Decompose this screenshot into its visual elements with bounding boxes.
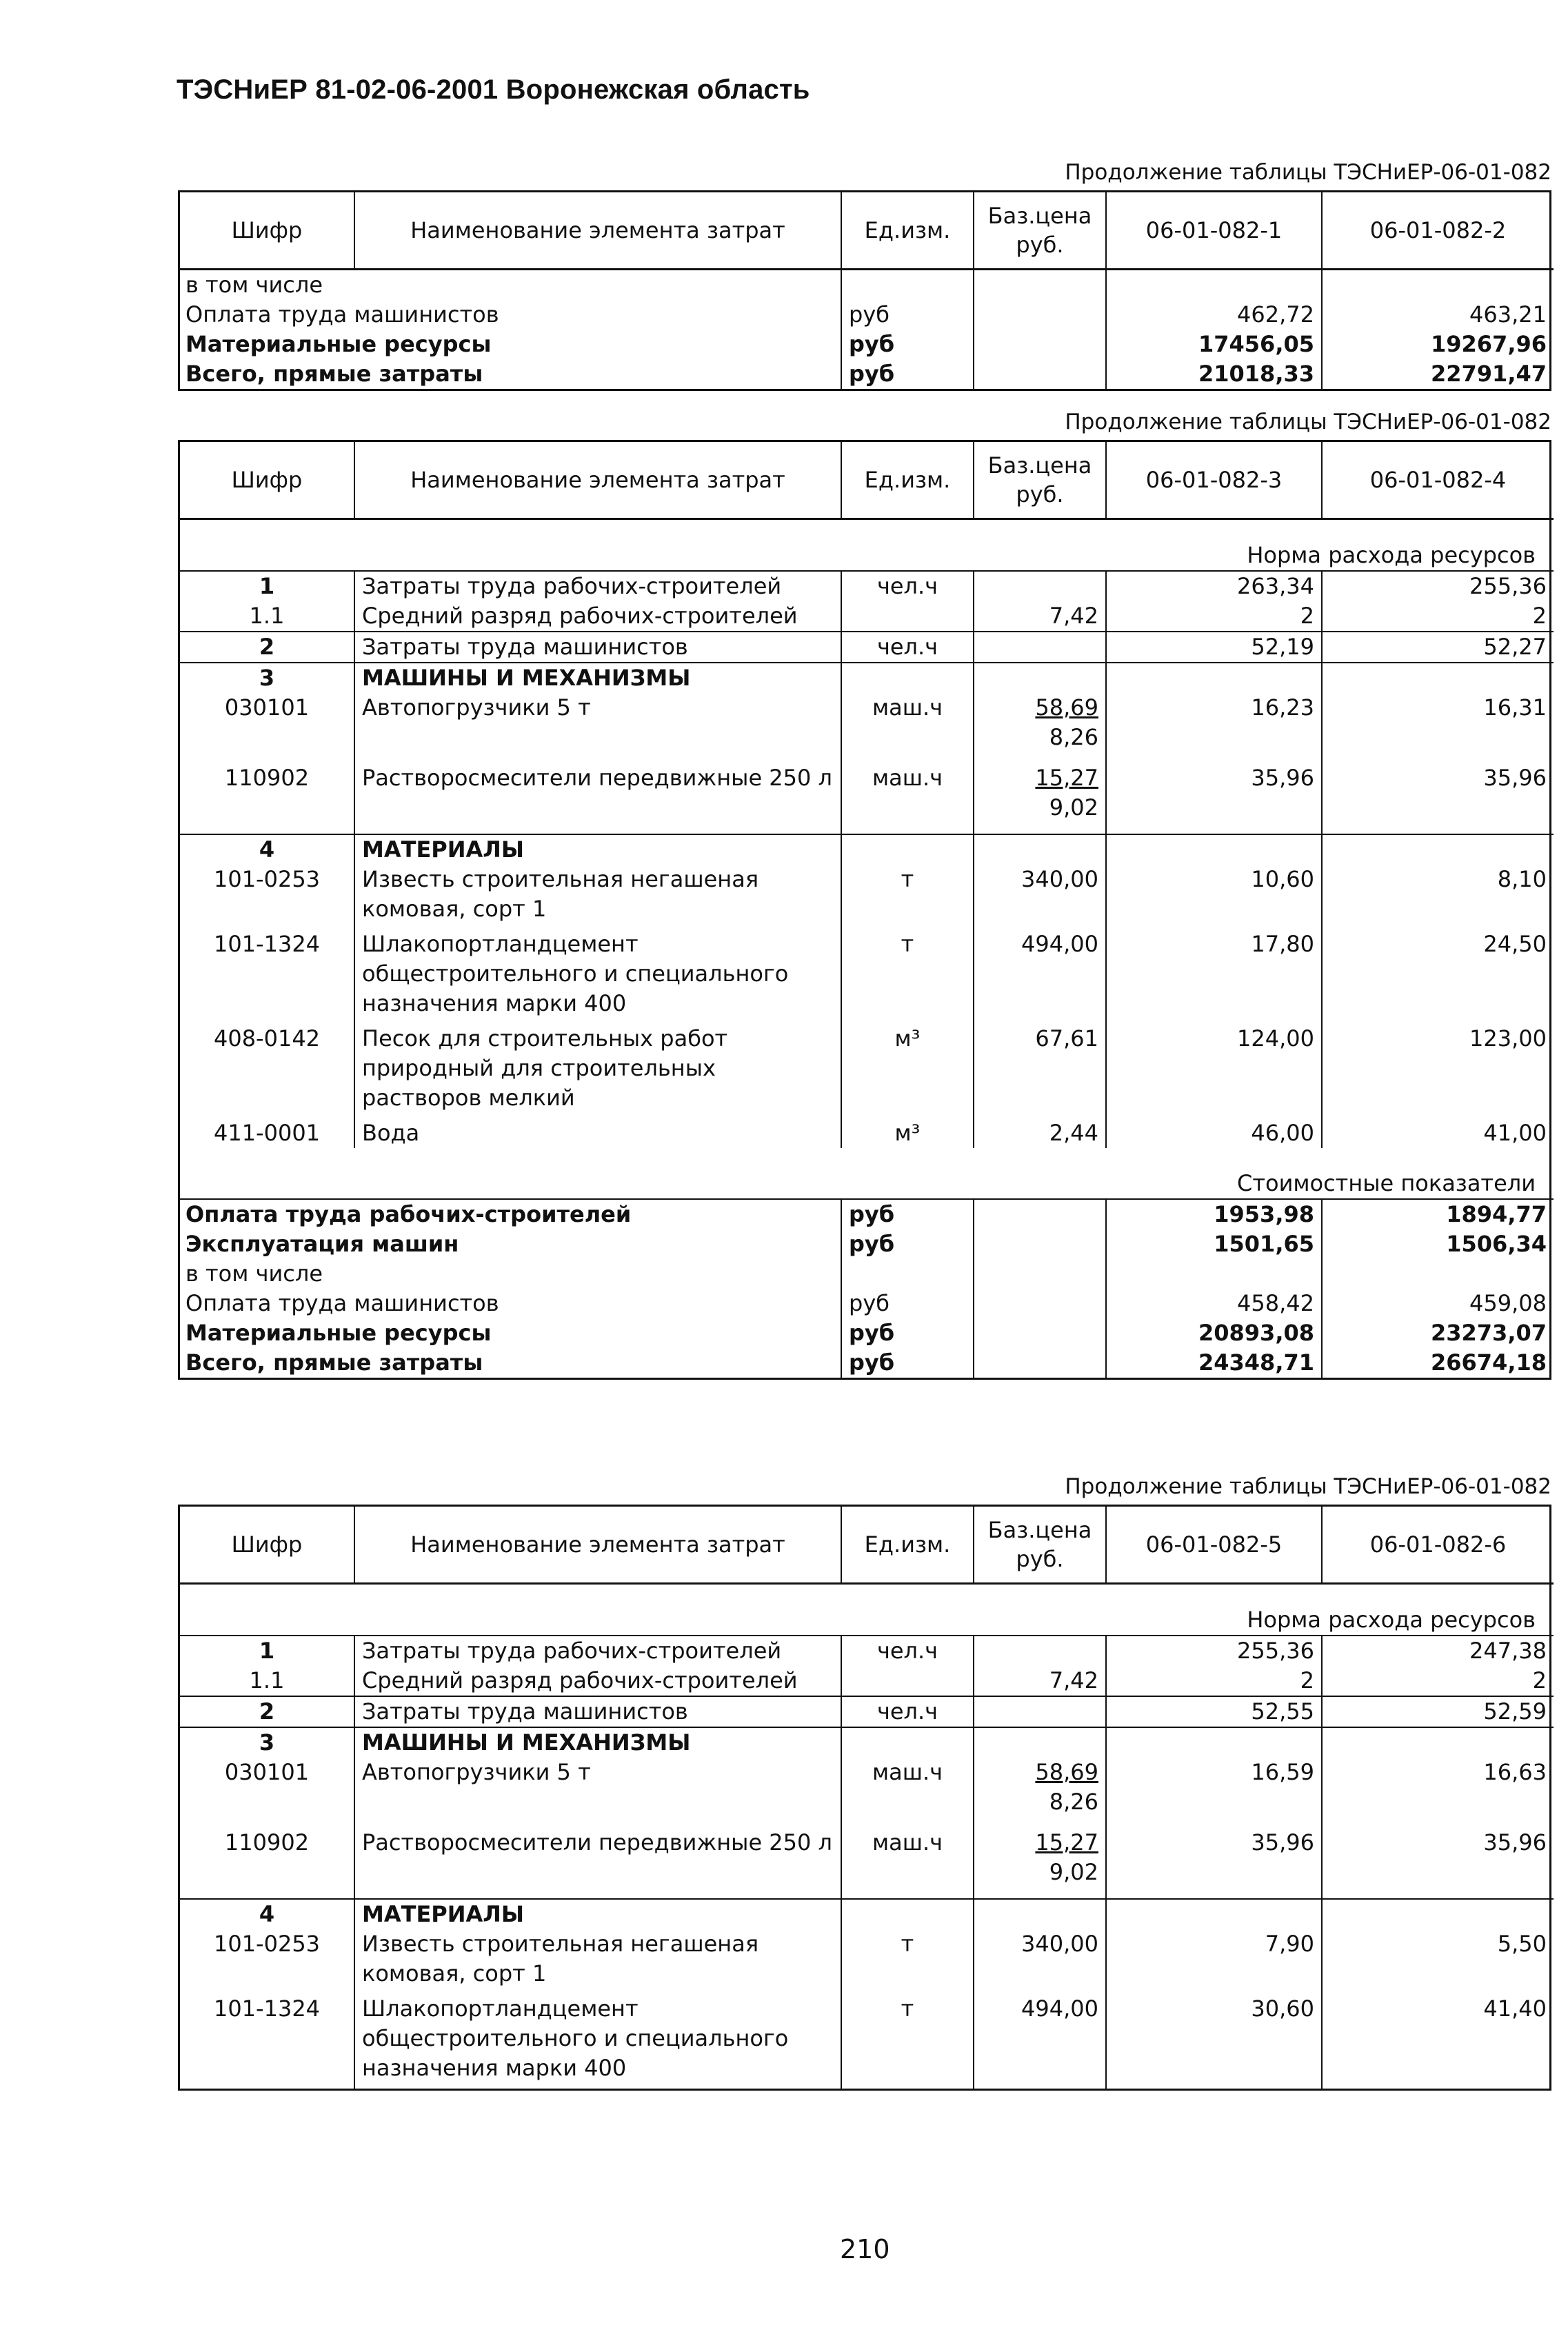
row-code: 408-0142 [213, 1025, 321, 1052]
value-a: 35,96 [1106, 1828, 1322, 1899]
value-b: 2 [1322, 1666, 1554, 1696]
cost-price [974, 1259, 1106, 1289]
row-name: Вода [354, 1118, 841, 1148]
value-b: 23273,07 [1322, 1318, 1554, 1348]
empty-cell [1322, 663, 1554, 693]
table-row [180, 763, 1554, 834]
section-row [180, 519, 1554, 572]
row-name: Растворосмесители передвижные 250 л [354, 763, 841, 834]
value-b: 459,08 [1322, 1289, 1554, 1318]
value-a: 52,55 [1106, 1696, 1322, 1727]
row-price: 340,00 [974, 865, 1106, 929]
col-a-header: 06-01-082-3 [1106, 442, 1322, 519]
table-row [180, 1929, 1554, 1994]
empty-cell [1322, 1899, 1554, 1929]
col-b-header: 06-01-082-2 [1322, 192, 1554, 270]
value-a: 52,19 [1106, 632, 1322, 663]
empty-cell [841, 663, 974, 693]
value-b: 2 [1322, 601, 1554, 632]
table-row [180, 865, 1554, 929]
table-row [180, 1696, 1554, 1727]
table-header-row [180, 1507, 1554, 1584]
row-name: Автопогрузчики 5 т [354, 693, 841, 763]
table-row [180, 1727, 1554, 1758]
row-price: 7,42 [974, 601, 1106, 632]
cost-name: Оплата труда машинистов [185, 301, 499, 328]
row-price [974, 763, 1106, 834]
col-b-header: 06-01-082-4 [1322, 442, 1554, 519]
value-b: 247,38 [1322, 1636, 1554, 1666]
value-b [1322, 270, 1554, 301]
row-code: 3 [180, 1727, 354, 1758]
row-code: 411-0001 [213, 1120, 321, 1146]
value-b: 8,10 [1322, 865, 1554, 929]
cost-price [974, 270, 1106, 301]
value-b: 35,96 [1322, 1828, 1554, 1899]
row-price: 340,00 [974, 1929, 1106, 1994]
table-row [180, 330, 1554, 359]
value-b: 123,00 [1322, 1024, 1554, 1118]
table-row [180, 1758, 1554, 1828]
value-b: 463,21 [1322, 300, 1554, 330]
row-code: 030101 [224, 1759, 310, 1785]
cost-price [974, 330, 1106, 359]
value-a: 24348,71 [1106, 1348, 1322, 1378]
row-price: 494,00 [974, 1994, 1106, 2089]
empty-cell [1322, 1727, 1554, 1758]
row-code: 110902 [224, 1829, 310, 1856]
col-name-header: Наименование элемента затрат [354, 1507, 841, 1584]
empty-cell [974, 1727, 1106, 1758]
document-title: ТЭСНиЕР 81-02-06-2001 Воронежская область [177, 74, 810, 105]
empty-cell [841, 1727, 974, 1758]
row-price [974, 571, 1106, 601]
cost-unit [841, 1259, 974, 1289]
cost-unit: руб [841, 1318, 974, 1348]
row-price [974, 1758, 1106, 1828]
row-price: 2,44 [974, 1118, 1106, 1148]
table-row [180, 1899, 1554, 1929]
row-unit: маш.ч [841, 693, 974, 763]
value-b: 35,96 [1322, 763, 1554, 834]
row-name: Затраты труда рабочих-строителей [354, 1636, 841, 1666]
table-row [180, 359, 1554, 389]
table-row [180, 1199, 1554, 1229]
table-row [180, 834, 1554, 865]
value-b: 41,00 [1322, 1118, 1554, 1148]
value-a: 263,34 [1106, 571, 1322, 601]
row-unit: м³ [841, 1024, 974, 1118]
cost-unit: руб [841, 1199, 974, 1229]
cost-name: Оплата труда рабочих-строителей [185, 1201, 632, 1227]
table-row [180, 1318, 1554, 1348]
row-unit: т [841, 865, 974, 929]
col-name-header: Наименование элемента затрат [354, 192, 841, 270]
row-price: 7,42 [974, 1666, 1106, 1696]
table-row [180, 1229, 1554, 1259]
row-unit: м³ [841, 1118, 974, 1148]
row-name: Шлакопортландцемент общестроительного и специального назначения марки 400 [354, 1994, 841, 2089]
cost-price [974, 1229, 1106, 1259]
cost-price [974, 1289, 1106, 1318]
row-unit: т [841, 1994, 974, 2089]
table-header-row [180, 442, 1554, 519]
cost-price [974, 1318, 1106, 1348]
section-row [180, 1584, 1554, 1636]
value-b [1322, 1259, 1554, 1289]
empty-cell [1322, 834, 1554, 865]
row-price [974, 1828, 1106, 1899]
cost-name: Материальные ресурсы [185, 331, 492, 357]
value-b: 41,40 [1322, 1994, 1554, 2089]
row-price [974, 632, 1106, 663]
value-a: 21018,33 [1106, 359, 1322, 389]
cost-price [974, 1348, 1106, 1378]
cost-name: в том числе [185, 272, 323, 298]
value-a: 10,60 [1106, 865, 1322, 929]
continuation-label: Продолжение таблицы ТЭСНиЕР-06-01-082 [1065, 410, 1551, 434]
row-code: 1 [259, 1638, 275, 1664]
row-name: Известь строительная негашеная комовая, сорт 1 [354, 865, 841, 929]
table-row [180, 601, 1554, 632]
value-a: 255,36 [1106, 1636, 1322, 1666]
empty-cell [1106, 663, 1322, 693]
cost-name: Материальные ресурсы [185, 1320, 492, 1346]
row-name: Средний разряд рабочих-строителей [354, 1666, 841, 1696]
col-unit-header: Ед.изм. [841, 442, 974, 519]
empty-cell [974, 1899, 1106, 1929]
empty-cell [1106, 834, 1322, 865]
row-code: 4 [180, 1899, 354, 1929]
section-title: МАТЕРИАЛЫ [354, 1899, 841, 1929]
value-a: 16,23 [1106, 693, 1322, 763]
empty-cell [841, 834, 974, 865]
price-value: 58,69 [1035, 694, 1098, 721]
section-label: Стоимостные показатели [180, 1148, 1554, 1199]
section-title: МАШИНЫ И МЕХАНИЗМЫ [354, 663, 841, 693]
col-b-header: 06-01-082-6 [1322, 1507, 1554, 1584]
value-a: 35,96 [1106, 763, 1322, 834]
value-b: 1894,77 [1322, 1199, 1554, 1229]
price-value: 15,27 [1035, 765, 1098, 791]
table-row [180, 693, 1554, 763]
price-value: 58,69 [1035, 1759, 1098, 1785]
col-code-header: Шифр [180, 1507, 354, 1584]
row-code: 4 [180, 834, 354, 865]
col-a-header: 06-01-082-5 [1106, 1507, 1322, 1584]
row-name: Известь строительная негашеная комовая, сорт 1 [354, 1929, 841, 1994]
table-row [180, 632, 1554, 663]
table-row [180, 1118, 1554, 1148]
row-code: 101-0253 [213, 1931, 321, 1957]
cost-name: в том числе [185, 1260, 323, 1287]
cost-price [974, 1199, 1106, 1229]
table-row [180, 1828, 1554, 1899]
row-name: Песок для строительных работ природный для строительных растворов мелкий [354, 1024, 841, 1118]
value-b: 5,50 [1322, 1929, 1554, 1994]
cost-name: Всего, прямые затраты [185, 1349, 483, 1376]
table-3 [178, 1505, 1551, 2091]
row-unit [841, 1666, 974, 1696]
row-price [974, 693, 1106, 763]
value-a: 124,00 [1106, 1024, 1322, 1118]
value-b: 26674,18 [1322, 1348, 1554, 1378]
empty-cell [1106, 1899, 1322, 1929]
value-b: 255,36 [1322, 571, 1554, 601]
price-value: 15,27 [1035, 1829, 1098, 1856]
empty-cell [1106, 1727, 1322, 1758]
row-unit: чел.ч [841, 1636, 974, 1666]
row-unit: маш.ч [841, 1758, 974, 1828]
section-title: МАШИНЫ И МЕХАНИЗМЫ [354, 1727, 841, 1758]
value-a: 1953,98 [1106, 1199, 1322, 1229]
cost-unit: руб [841, 300, 974, 330]
table-row [180, 929, 1554, 1024]
row-unit: чел.ч [841, 571, 974, 601]
price-secondary: 9,02 [1049, 1859, 1098, 1885]
value-b: 16,63 [1322, 1758, 1554, 1828]
table-row [180, 1994, 1554, 2089]
price-secondary: 8,26 [1049, 1789, 1098, 1815]
empty-cell [841, 1899, 974, 1929]
price-secondary: 8,26 [1049, 724, 1098, 750]
row-name: Шлакопортландцемент общестроительного и специального назначения марки 400 [354, 929, 841, 1024]
value-a: 2 [1106, 601, 1322, 632]
row-code: 101-1324 [213, 931, 321, 957]
cost-name: Оплата труда машинистов [185, 1290, 499, 1316]
value-a [1106, 270, 1322, 301]
value-a: 2 [1106, 1666, 1322, 1696]
row-price: 494,00 [974, 929, 1106, 1024]
value-a: 1501,65 [1106, 1229, 1322, 1259]
row-unit: т [841, 1929, 974, 1994]
table-row [180, 1636, 1554, 1666]
cost-price [974, 300, 1106, 330]
row-name: Затраты труда машинистов [354, 1696, 841, 1727]
table-row [180, 1666, 1554, 1696]
continuation-label: Продолжение таблицы ТЭСНиЕР-06-01-082 [1065, 1474, 1551, 1499]
row-code: 1 [259, 573, 275, 599]
value-b: 22791,47 [1322, 359, 1554, 389]
cost-price [974, 359, 1106, 389]
row-name: Средний разряд рабочих-строителей [354, 601, 841, 632]
row-code: 101-0253 [213, 866, 321, 892]
cost-name: Всего, прямые затраты [185, 361, 483, 387]
empty-cell [974, 663, 1106, 693]
table-row [180, 1259, 1554, 1289]
value-b: 52,59 [1322, 1696, 1554, 1727]
cost-name: Эксплуатация машин [185, 1231, 459, 1257]
value-b: 16,31 [1322, 693, 1554, 763]
cost-unit: руб [841, 1229, 974, 1259]
section-title: МАТЕРИАЛЫ [354, 834, 841, 865]
cost-unit [841, 270, 974, 301]
cost-unit: руб [841, 330, 974, 359]
value-a: 46,00 [1106, 1118, 1322, 1148]
value-a: 17,80 [1106, 929, 1322, 1024]
row-unit: маш.ч [841, 1828, 974, 1899]
row-code: 101-1324 [213, 1995, 321, 2022]
col-price-header: Баз.цена руб. [974, 1507, 1106, 1584]
cost-unit: руб [841, 1289, 974, 1318]
col-a-header: 06-01-082-1 [1106, 192, 1322, 270]
col-price-header: Баз.цена руб. [974, 442, 1106, 519]
value-b: 1506,34 [1322, 1229, 1554, 1259]
col-unit-header: Ед.изм. [841, 192, 974, 270]
col-code-header: Шифр [180, 442, 354, 519]
table-row [180, 1024, 1554, 1118]
row-price [974, 1636, 1106, 1666]
table-2 [178, 440, 1551, 1380]
table-row [180, 663, 1554, 693]
continuation-label: Продолжение таблицы ТЭСНиЕР-06-01-082 [1065, 160, 1551, 185]
cost-unit: руб [841, 359, 974, 389]
row-unit: маш.ч [841, 763, 974, 834]
col-name-header: Наименование элемента затрат [354, 442, 841, 519]
value-a: 17456,05 [1106, 330, 1322, 359]
page-number: 210 [840, 2234, 890, 2264]
table-row [180, 300, 1554, 330]
section-label: Норма расхода ресурсов [180, 1584, 1554, 1636]
row-unit: чел.ч [841, 1696, 974, 1727]
table-header-row [180, 192, 1554, 270]
value-a: 7,90 [1106, 1929, 1322, 1994]
row-name: Автопогрузчики 5 т [354, 1758, 841, 1828]
row-name: Затраты труда машинистов [354, 632, 841, 663]
row-code: 030101 [224, 694, 310, 721]
table-row [180, 571, 1554, 601]
table-row [180, 1348, 1554, 1378]
col-price-header: Баз.цена руб. [974, 192, 1106, 270]
row-code: 2 [180, 632, 354, 663]
row-unit [841, 601, 974, 632]
value-a: 458,42 [1106, 1289, 1322, 1318]
empty-cell [974, 834, 1106, 865]
row-price [974, 1696, 1106, 1727]
table-1 [178, 190, 1551, 391]
table-row [180, 270, 1554, 301]
value-b: 19267,96 [1322, 330, 1554, 359]
value-b: 24,50 [1322, 929, 1554, 1024]
row-code: 2 [180, 1696, 354, 1727]
col-unit-header: Ед.изм. [841, 1507, 974, 1584]
section-row [180, 1148, 1554, 1199]
row-code: 3 [180, 663, 354, 693]
cost-unit: руб [841, 1348, 974, 1378]
row-code: 110902 [224, 765, 310, 791]
col-code-header: Шифр [180, 192, 354, 270]
row-price: 67,61 [974, 1024, 1106, 1118]
row-unit: чел.ч [841, 632, 974, 663]
row-unit: т [841, 929, 974, 1024]
value-a [1106, 1259, 1322, 1289]
row-name: Затраты труда рабочих-строителей [354, 571, 841, 601]
row-code: 1.1 [249, 1667, 285, 1693]
value-a: 30,60 [1106, 1994, 1322, 2089]
value-a: 16,59 [1106, 1758, 1322, 1828]
value-a: 462,72 [1106, 300, 1322, 330]
price-secondary: 9,02 [1049, 794, 1098, 821]
value-a: 20893,08 [1106, 1318, 1322, 1348]
value-b: 52,27 [1322, 632, 1554, 663]
row-name: Растворосмесители передвижные 250 л [354, 1828, 841, 1899]
section-label: Норма расхода ресурсов [180, 519, 1554, 572]
row-code: 1.1 [249, 603, 285, 629]
table-row [180, 1289, 1554, 1318]
